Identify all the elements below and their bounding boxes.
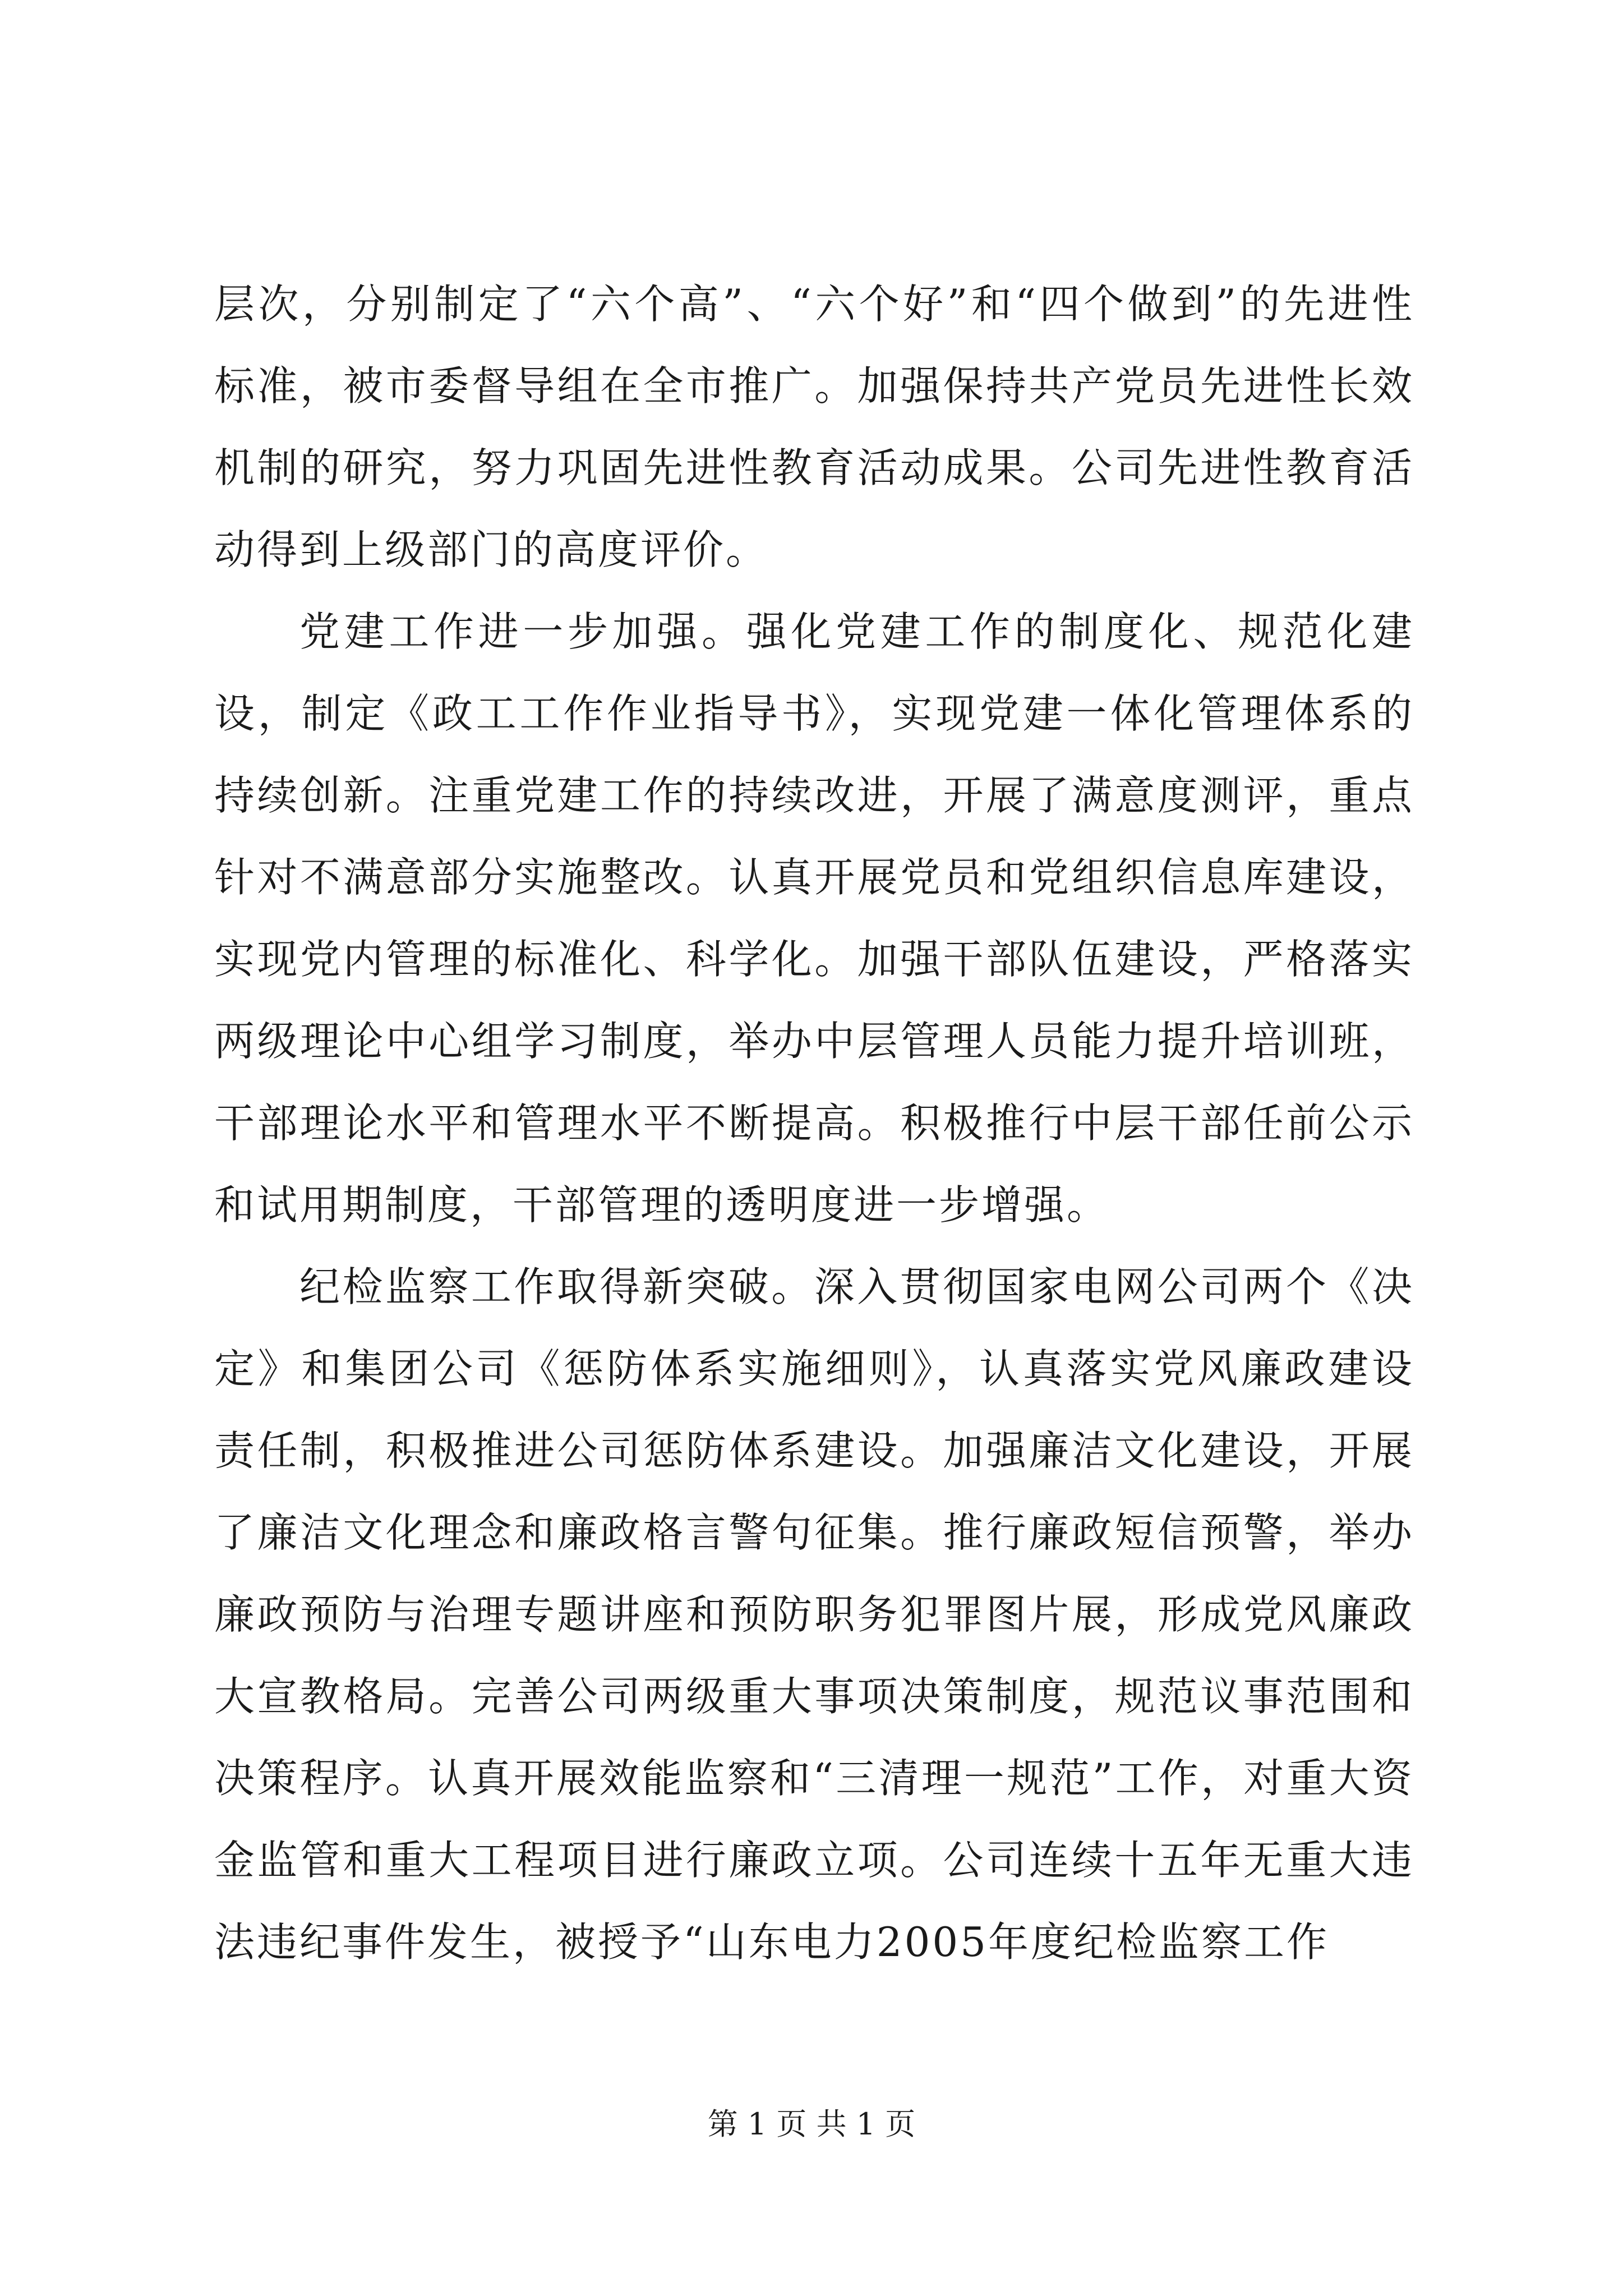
paragraph-3: 纪检监察工作取得新突破。深入贯彻国家电网公司两个《决定》和集团公司《惩防体系实施细则》，认真落实党风廉政建设责任制，积极推进公司惩防体系建设。加强廉洁文化建设，开展了廉洁文化理念和廉政格言警句征集。推行廉政短信预警，举办廉政预防与治理专题讲座和预防职务犯罪图片展，形成党风廉政大宣教格局。完善公司两级重大事项决策制度，规范议事范围和决策程序。认真开展效能监察和“三清理一规范”工作，对重大资金监管和重大工程项目进行廉政立项。公司连续十五年无重大违法违纪事件发生，被授予“山东电力2005年度纪检监察工作 xyxy=(214,1263,1414,1966)
paragraph-1: 层次，分别制定了“六个高”、“六个好”和“四个做到”的先进性标准，被市委督导组在全市推广。加强保持共产党员先进性长效机制的研究，努力巩固先进性教育活动成果。公司先进性教育活动得到上级部门的高度评价。 xyxy=(214,280,1414,573)
paragraph-2: 党建工作进一步加强。强化党建工作的制度化、规范化建设，制定《政工工作作业指导书》，实现党建一体化管理体系的持续创新。注重党建工作的持续改进，开展了满意度测评，重点针对不满意部分实施整改。认真开展党员和党组织信息库建设，实现党内管理的标准化、科学化。加强干部队伍建设，严格落实两级理论中心组学习制度，举办中层管理人员能力提升培训班，干部理论水平和管理水平不断提高。积极推行中层干部任前公示和试用期制度，干部管理的透明度进一步增强。 xyxy=(214,608,1414,1228)
page-footer: 第 1 页 共 1 页 xyxy=(707,2106,916,2142)
document-body xyxy=(214,263,1414,1983)
